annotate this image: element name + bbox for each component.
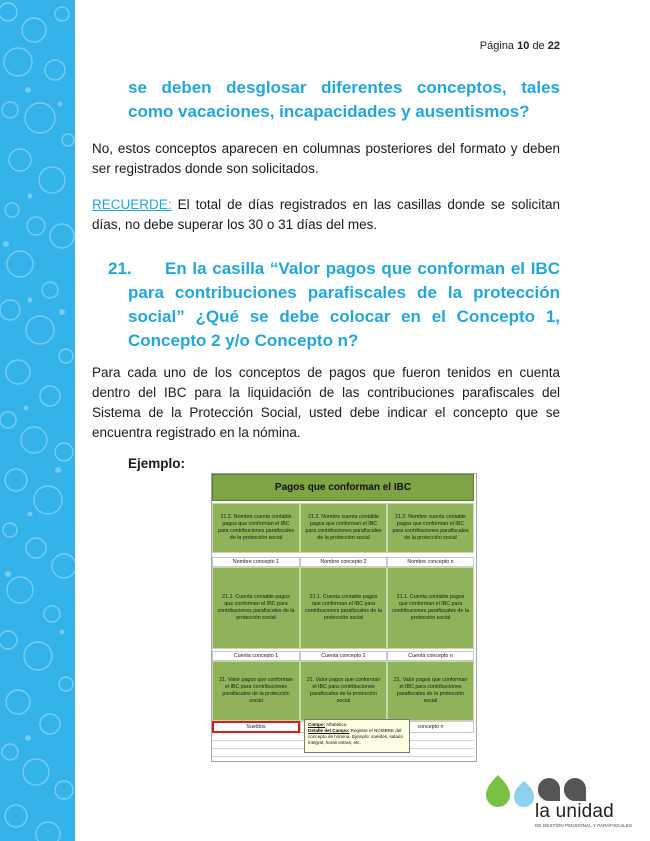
recuerde-paragraph (92, 195, 560, 235)
row1-value-cell[interactable]: Nombre concepto 1 (212, 557, 300, 567)
row3-value-cell[interactable]: concepto n (387, 721, 474, 733)
row1-header-cell: 21.2. Nombre cuenta contable pagos que conforman el IBC para contribuciones parafiscales de la protección social (387, 503, 474, 553)
row3-value-cell-selected[interactable]: Sueldos (212, 721, 300, 733)
page-current: 10 (517, 40, 530, 52)
tooltip-campo-label: Campo: (308, 722, 326, 727)
tooltip-detalle-label: Detalle del Campo: (308, 728, 350, 733)
row3-header-cell: 21. Valor pagos que conforman el IBC para contribuciones parafiscales de la protección social (212, 661, 300, 721)
page-number (480, 40, 560, 52)
recuerde-text: El total de días registrados en las casillas donde se solicitan días, no debe superar los 30 o 31 días del mes. (92, 197, 560, 232)
row2-value-cell[interactable]: Cuenta concepto n (387, 651, 474, 661)
row2-header-cell: 21.1. Cuenta contable pagos que conforman el IBC para contribuciones parafiscales de la protección social (300, 567, 387, 649)
sheet-title: Pagos que conforman el IBC (212, 474, 474, 501)
heading-continuation: se deben desglosar diferentes conceptos, tales como vacaciones, incapacidades y ausentismos? (128, 78, 560, 121)
row2-header-cell: 21.1. Cuenta contable pagos que conforman el IBC para contribuciones parafiscales de la protección social (212, 567, 300, 649)
page-of-label: de (532, 40, 545, 52)
row1-value-cell[interactable]: Nombre concepto 2 (300, 557, 387, 567)
row3-header-cell: 21. Valor pagos que conforman el IBC para contribuciones parafiscales de la protección social (387, 661, 474, 721)
circle-pattern-icon (0, 0, 75, 841)
row2-value-cell[interactable]: Cuenta concepto 2 (300, 651, 387, 661)
logo-name: la unidad (535, 801, 614, 822)
tooltip-campo-value: Alfabético. (325, 722, 348, 727)
row2-value-cell[interactable]: Cuenta concepto 1 (212, 651, 300, 661)
left-decorative-band (0, 0, 75, 841)
example-label: Ejemplo: (128, 456, 186, 471)
page-label: Página (479, 40, 515, 52)
page-total: 22 (547, 40, 560, 52)
row1-header-cell: 21.2. Nombre cuenta contable pagos que conforman el IBC para contribuciones parafiscales de la protección social (300, 503, 387, 553)
answer-paragraph: No, estos conceptos aparecen en columnas posteriores del formato y deben ser registrados donde son solicitados. (92, 141, 560, 176)
question-number: 21. (108, 259, 132, 278)
row1-header-cell: 21.2. Nombre cuenta contable pagos que conforman el IBC para contribuciones parafiscales de la protección social (212, 503, 300, 553)
cell-comment-tooltip (304, 719, 410, 753)
logo-tagline: DE GESTIÓN PENSIONAL Y PARAFISCALES (535, 823, 633, 828)
explanation-paragraph: Para cada uno de los conceptos de pagos que fueron tenidos en cuenta dentro del IBC para la liquidación de las contribuciones parafiscales del Sistema de la Protección Social, usted debe indicar el concepto que se encuentra registrado en la nómina. (92, 365, 560, 440)
row3-header-cell: 21. Valor pagos que conforman el IBC para contribuciones parafiscales de la protección social (300, 661, 387, 721)
grid-line (212, 756, 474, 757)
row2-header-cell: 21.1. Cuenta contable pagos que conforman el IBC para contribuciones parafiscales de la protección social (387, 567, 474, 649)
recuerde-label: RECUERDE: (92, 197, 172, 212)
tooltip-detalle-value: Registre el NOMBRE del concepto de nómina. Ejemplo: sueldos, salario integral, horas extras, etc. (308, 728, 403, 745)
question-heading: En la casilla “Valor pagos que conforman el IBC para contribuciones parafiscales de la protección social” ¿Qué se debe colocar en el Concepto 1, Concepto 2 y/o Concepto n? (128, 259, 560, 350)
row1-value-cell[interactable]: Nombre concepto n (387, 557, 474, 567)
